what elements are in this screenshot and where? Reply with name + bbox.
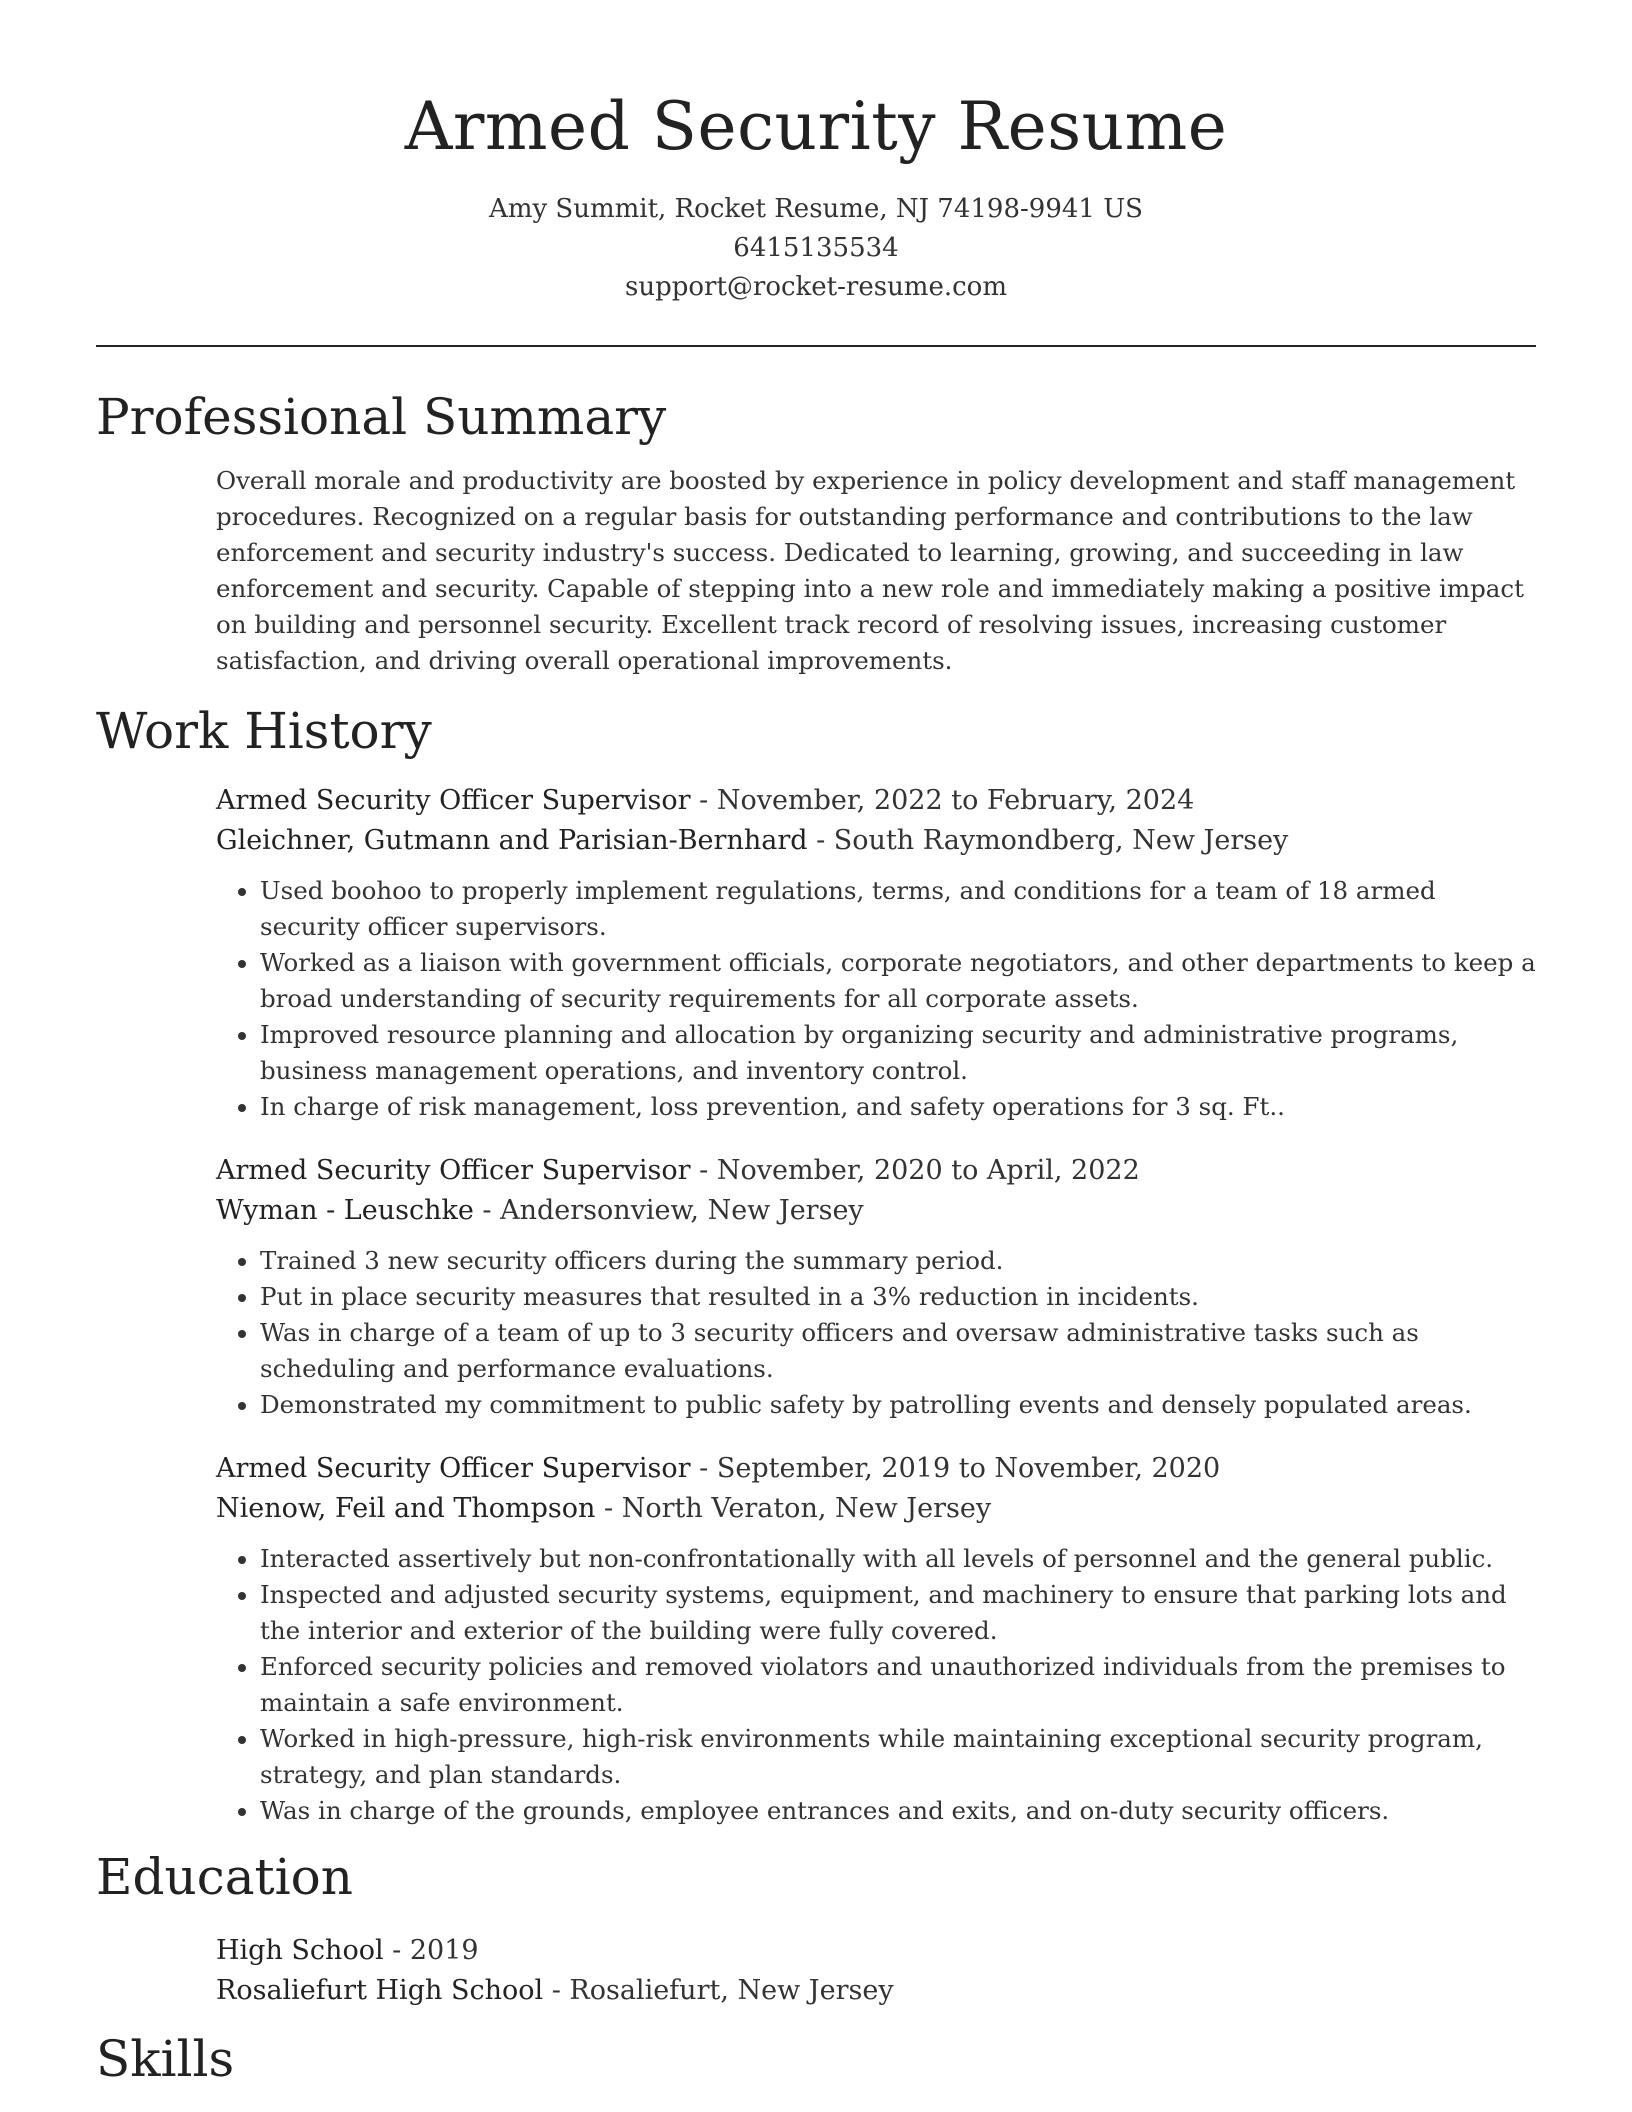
job-company-line [216, 1191, 1536, 1231]
work-history-section [216, 781, 1536, 1829]
contact-address: Amy Summit, Rocket Resume, NJ 74198-9941 US [489, 194, 1143, 224]
job-title-line [216, 1449, 1536, 1489]
job-bullet: • Was in charge of a team of up to 3 security officers and oversaw administrative tasks such as scheduling and performance evaluations. [260, 1315, 1536, 1387]
job-title: Armed Security Officer Supervisor [216, 1155, 691, 1186]
resume-title: Armed Security Resume [404, 88, 1228, 165]
job-entry [216, 1449, 1536, 1829]
job-bullets [216, 1243, 1536, 1423]
job-bullet: • Worked as a liaison with government officials, corporate negotiators, and other departments to keep a broad understanding of security requirements for all corporate assets. [260, 945, 1536, 1017]
job-bullet: • Inspected and adjusted security systems, equipment, and machinery to ensure that parking lots and the interior and exterior of the building were fully covered. [260, 1577, 1536, 1649]
education-degree-line [216, 1931, 1536, 1971]
summary-text: Overall morale and productivity are boosted by experience in policy development and staff management procedures. Recognized on a regular basis for outstanding performance and contributions to the law enforcement and security industry's success. Dedicated to learning, growing, and succeeding in law enforcement and security. Capable of stepping into a new role and immediately making a positive impact on building and personnel security. Excellent track record of resolving issues, increasing customer satisfaction, and driving overall operational improvements. [216, 466, 1524, 675]
job-title-line [216, 1151, 1536, 1191]
work-history-heading: Work History [96, 702, 432, 760]
job-bullet: • Interacted assertively but non-confrontationally with all levels of personnel and the general public. [260, 1541, 1536, 1577]
job-bullet: • Put in place security measures that resulted in a 3% reduction in incidents. [260, 1279, 1536, 1315]
job-title-line [216, 781, 1536, 821]
job-entry [216, 781, 1536, 1125]
job-dates: - November, 2022 to February, 2024 [690, 785, 1195, 816]
summary-section [216, 463, 1536, 679]
job-bullets [216, 873, 1536, 1125]
job-bullet: • Worked in high-pressure, high-risk environments while maintaining exceptional security program, strategy, and plan standards. [260, 1721, 1536, 1793]
job-title: Armed Security Officer Supervisor [216, 1453, 691, 1484]
education-entry [216, 1931, 1536, 2011]
job-bullets [216, 1541, 1536, 1829]
job-company-line [216, 821, 1536, 861]
contact-email: support@rocket-resume.com [624, 272, 1007, 302]
education-section [216, 1931, 1536, 2011]
job-bullet: • Improved resource planning and allocation by organizing security and administrative programs, business management operations, and inventory control. [260, 1017, 1536, 1089]
job-location: - South Raymondberg, New Jersey [807, 825, 1289, 856]
education-school: Rosaliefurt High School [216, 1975, 544, 2006]
education-heading: Education [96, 1848, 353, 1906]
job-bullet: • In charge of risk management, loss prevention, and safety operations for 3 sq. Ft.. [260, 1089, 1536, 1125]
summary-heading: Professional Summary [96, 388, 667, 446]
contact-block [0, 190, 1632, 307]
job-dates: - November, 2020 to April, 2022 [690, 1155, 1140, 1186]
job-bullet: • Enforced security policies and removed violators and unauthorized individuals from the premises to maintain a safe environment. [260, 1649, 1536, 1721]
job-bullet: • Used boohoo to properly implement regulations, terms, and conditions for a team of 18 armed security officer supervisors. [260, 873, 1536, 945]
job-bullet: • Trained 3 new security officers during the summary period. [260, 1243, 1536, 1279]
job-company: Gleichner, Gutmann and Parisian-Bernhard [216, 825, 808, 856]
skills-heading: Skills [96, 2030, 235, 2088]
job-location: - Andersonview, New Jersey [473, 1195, 864, 1226]
resume-header [0, 0, 1632, 307]
job-dates: - September, 2019 to November, 2020 [690, 1453, 1221, 1484]
education-school-line [216, 1971, 1536, 2011]
job-location: - North Veraton, New Jersey [595, 1493, 992, 1524]
contact-phone: 6415135534 [733, 233, 899, 263]
job-company: Nienow, Feil and Thompson [216, 1493, 596, 1524]
job-entry [216, 1151, 1536, 1423]
header-divider [96, 345, 1536, 347]
job-title: Armed Security Officer Supervisor [216, 785, 691, 816]
job-bullet: • Was in charge of the grounds, employee entrances and exits, and on-duty security officers. [260, 1793, 1536, 1829]
job-company: Wyman - Leuschke [216, 1195, 474, 1226]
education-location: - Rosaliefurt, New Jersey [543, 1975, 894, 2006]
education-degree: High School [216, 1935, 384, 1966]
job-bullet: • Demonstrated my commitment to public safety by patrolling events and densely populated areas. [260, 1387, 1536, 1423]
job-company-line [216, 1489, 1536, 1529]
education-year: - 2019 [383, 1935, 479, 1966]
